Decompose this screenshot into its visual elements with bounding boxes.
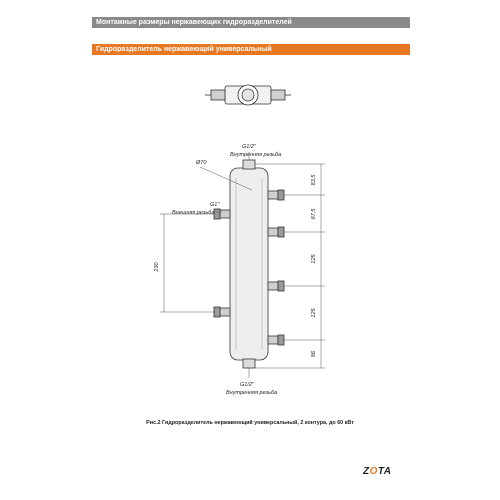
dim-230: 230 xyxy=(154,262,160,272)
left-thread-size: G1" xyxy=(210,202,220,208)
left-outlets xyxy=(214,209,230,317)
dim-87-5: 87,5 xyxy=(311,208,317,220)
diameter-label: Ø70 xyxy=(196,160,207,166)
separator-body xyxy=(230,160,268,368)
section-title: Монтажные размеры нержавеющих гидроразделителей xyxy=(96,19,292,26)
top-thread-size: G1/2" xyxy=(242,144,256,150)
figure-caption: Рис.2 Гидроразделитель нержавеющий универсальный, 2 контура, до 60 кВт xyxy=(146,420,354,426)
top-view xyxy=(205,85,291,105)
left-thread-note: Внешняя резьба xyxy=(172,210,215,216)
dim-83-5: 83,5 xyxy=(311,174,317,186)
left-dimension xyxy=(160,214,214,312)
zota-logo: ZOTA xyxy=(363,466,392,477)
bottom-thread-note: Внутренняя резьба xyxy=(226,390,278,396)
dim-86: 86 xyxy=(311,350,317,358)
top-thread-note: Внутренняя резьба xyxy=(230,152,282,158)
right-outlets xyxy=(268,190,284,345)
bottom-thread-size: G1/2" xyxy=(240,382,254,388)
dim-125-b: 125 xyxy=(311,308,317,318)
subsection-title: Гидроразделитель нержавеющий универсальный xyxy=(96,46,272,53)
dim-125-a: 125 xyxy=(311,254,317,264)
